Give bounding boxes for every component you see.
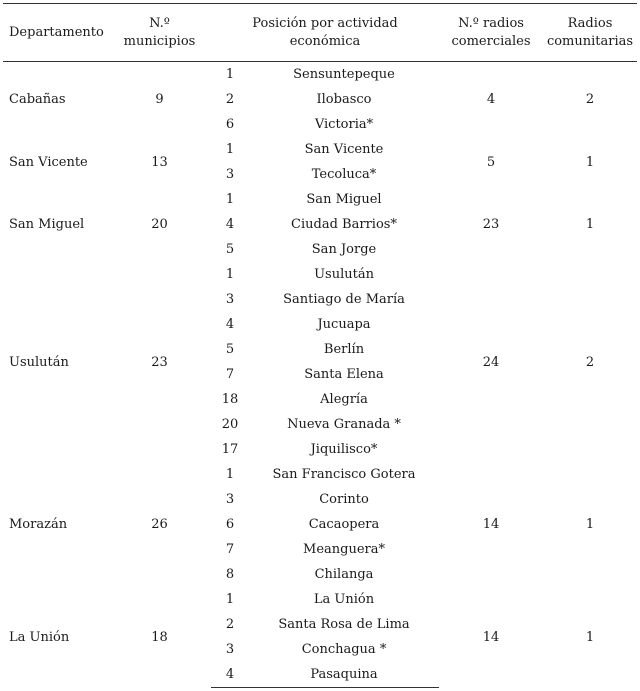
header-municipios-line1: N.º xyxy=(149,15,170,31)
municipality-name-cell: Victoria* xyxy=(314,117,374,132)
municipality-name-cell: Conchagua * xyxy=(301,642,387,657)
table-row xyxy=(3,137,637,162)
table-row xyxy=(3,587,637,612)
municipios-count-cell: 18 xyxy=(151,629,168,645)
position-cell: 4 xyxy=(211,662,249,688)
table-header xyxy=(3,4,637,62)
radios-table xyxy=(3,3,637,688)
municipality-name-cell: Santiago de María xyxy=(283,292,405,307)
municipality-name-cell: Usulután xyxy=(314,267,374,282)
position-cell: 5 xyxy=(225,242,235,257)
department-name-cell: Cabañas xyxy=(9,92,66,107)
position-cell: 4 xyxy=(225,217,235,232)
municipality-name-cell: Meanguera* xyxy=(303,542,385,557)
radios-comunitarias-cell: 1 xyxy=(585,154,595,170)
header-posicion xyxy=(211,4,439,62)
position-cell: 18 xyxy=(221,392,239,407)
position-cell: 3 xyxy=(225,642,235,657)
position-cell: 17 xyxy=(221,442,239,457)
municipality-name-cell: Jiquilisco* xyxy=(310,442,378,457)
header-departamento-label: Departamento xyxy=(9,24,104,40)
header-comerciales-line2: comerciales xyxy=(451,33,531,49)
municipality-name-cell: San Francisco Gotera xyxy=(272,467,416,482)
department-name-cell: La Unión xyxy=(9,629,70,645)
radios-comerciales-cell: 23 xyxy=(482,217,500,232)
municipality-name-cell: Sensuntepeque xyxy=(293,67,395,82)
position-cell: 20 xyxy=(221,417,239,432)
radios-comunitarias-cell: 1 xyxy=(585,217,595,232)
radios-comerciales-cell: 14 xyxy=(482,629,500,645)
radios-comunitarias-cell: 1 xyxy=(585,517,595,532)
municipality-name-cell: San Miguel xyxy=(306,192,382,207)
position-cell: 6 xyxy=(225,517,235,532)
position-cell: 7 xyxy=(225,542,235,557)
municipios-count-cell: 13 xyxy=(151,154,168,170)
municipios-count-cell: 20 xyxy=(151,217,168,232)
header-municipios xyxy=(108,4,211,62)
position-cell: 3 xyxy=(225,292,235,307)
header-municipios-line2: municipios xyxy=(123,33,196,49)
municipality-name-cell: Chilanga xyxy=(314,567,374,582)
municipality-name-cell: Alegría xyxy=(320,392,368,407)
position-cell: 2 xyxy=(225,92,235,107)
position-cell: 3 xyxy=(225,167,235,182)
municipality-name-cell: Berlín xyxy=(323,342,365,357)
position-cell: 1 xyxy=(225,142,235,157)
radios-comunitarias-cell: 1 xyxy=(585,629,595,645)
municipality-name-cell: Pasaquina xyxy=(249,662,439,688)
header-comunitarias-line2: comunitarias xyxy=(546,33,634,49)
municipality-name-cell: Corinto xyxy=(319,492,369,507)
table-row xyxy=(3,462,637,487)
position-cell: 5 xyxy=(225,342,235,357)
position-cell: 8 xyxy=(225,567,235,582)
table-row xyxy=(3,62,637,88)
municipality-name-cell: Nueva Granada * xyxy=(287,417,401,432)
municipality-name-cell: Jucuapa xyxy=(317,317,371,332)
municipality-name-cell: Santa Rosa de Lima xyxy=(278,617,410,632)
municipality-name-cell: Ciudad Barrios* xyxy=(291,217,397,232)
position-cell: 6 xyxy=(225,117,235,132)
radios-comerciales-cell: 4 xyxy=(486,92,496,107)
municipality-name-cell: Ilobasco xyxy=(316,92,372,107)
department-name-cell: Usulután xyxy=(9,354,69,370)
header-departamento xyxy=(3,4,108,62)
municipality-name-cell: Tecoluca* xyxy=(311,167,377,182)
municipality-name-cell: San Vicente xyxy=(304,142,384,157)
table-row xyxy=(3,262,637,287)
header-posicion-line2: económica xyxy=(289,33,361,49)
municipality-name-cell: La Unión xyxy=(313,592,375,607)
position-cell: 1 xyxy=(225,67,235,82)
municipios-count-cell: 9 xyxy=(155,92,164,107)
municipality-name-cell: Santa Elena xyxy=(304,367,384,382)
radios-comerciales-cell: 14 xyxy=(482,517,500,532)
municipality-name-cell: San Jorge xyxy=(311,242,377,257)
header-comunitarias-line1: Radios xyxy=(567,15,613,31)
header-comerciales-line1: N.º radios xyxy=(458,15,524,31)
department-name-cell: Morazán xyxy=(9,517,68,532)
header-comunitarias xyxy=(543,4,637,62)
department-name-cell: San Miguel xyxy=(9,217,85,232)
department-name-cell: San Vicente xyxy=(9,154,88,170)
header-posicion-line1: Posición por actividad xyxy=(252,15,398,31)
position-cell: 3 xyxy=(225,492,235,507)
position-cell: 7 xyxy=(225,367,235,382)
municipality-name-cell: Cacaopera xyxy=(308,517,380,532)
position-cell: 1 xyxy=(225,192,235,207)
radios-comerciales-cell: 24 xyxy=(482,354,500,370)
municipios-count-cell: 23 xyxy=(151,354,168,370)
table-row xyxy=(3,187,637,212)
position-cell: 1 xyxy=(225,267,235,282)
position-cell: 2 xyxy=(225,617,235,632)
position-cell: 4 xyxy=(225,317,235,332)
position-cell: 1 xyxy=(225,467,235,482)
municipios-count-cell: 26 xyxy=(151,517,168,532)
header-row xyxy=(3,4,637,62)
radios-comerciales-cell: 5 xyxy=(486,154,496,170)
header-comerciales xyxy=(439,4,543,62)
table-body xyxy=(3,62,637,688)
position-cell: 1 xyxy=(225,592,235,607)
radios-comunitarias-cell: 2 xyxy=(585,92,595,107)
radios-comunitarias-cell: 2 xyxy=(585,354,595,370)
